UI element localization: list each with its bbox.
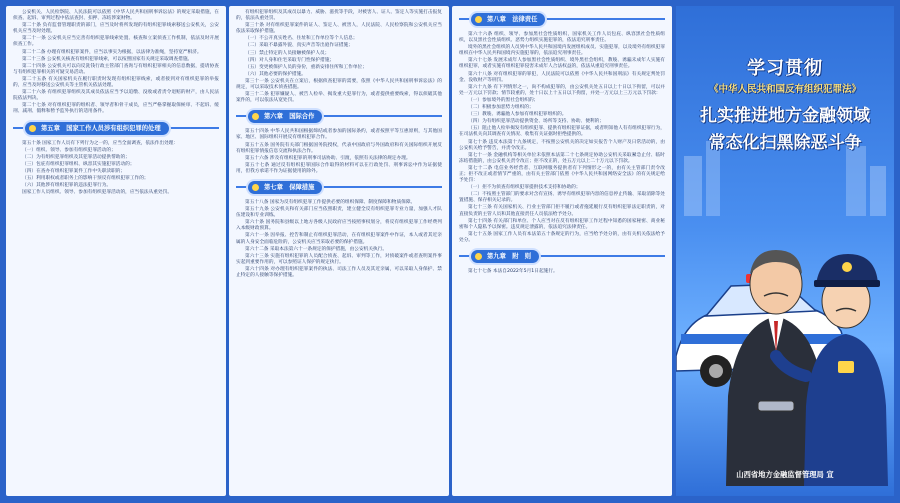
- paragraph: 第五十九条 公安机关和有关部门应当依照职责，建立健全反有组织犯罪专业力量，加强人才队伍建设和专业训练。: [236, 207, 442, 219]
- text-panel-3: [452, 6, 672, 496]
- paragraph: 第二十六条 有组织犯罪组织及其成员依法应当予以追缴、没收或者责令退赔的财产，由人民法院依法判决。: [13, 90, 219, 102]
- paragraph: （四）为有组织犯罪活动提供资金、场所等支持、协助、便利的；: [468, 119, 604, 125]
- paragraph: （六）其他涉有组织犯罪的违法犯罪行为。: [22, 183, 112, 189]
- section-header-chapter-7: [236, 180, 442, 195]
- paragraph: （四）在查办有组织犯罪案件工作中失职渎职的；: [22, 168, 126, 174]
- paragraph: 第七十二条 电信业务经营者、互联网服务提供者有下列情形之一的，由有关主管部门责令改正；拒不改正或者情节严重的，由有关主管部门依照《中华人民共和国网络安全法》的有关规定给予处罚：: [459, 165, 665, 184]
- paragraph: 第七十五条 国家工作人员有本法第五十条规定的行为，应当给予处分的，由有关机关依法给予处分。: [459, 231, 665, 243]
- paragraph: 第六十八条 对有组织犯罪的罪犯，人民法院可以依照《中华人民共和国刑法》有关规定判处罚金、没收财产等刑罚。: [459, 71, 665, 83]
- paragraph: 第六十条 国务院和县级以上地方各级人民政府应当按照事权划分，将反有组织犯罪工作经费列入本级财政预算。: [236, 220, 442, 232]
- panel1-paragraphs-top: [13, 10, 219, 116]
- paragraph: 第六十四条 对办理有组织犯罪案件的执法、司法工作人员及其近亲属，可以采取人身保护、禁止特定的人接触等保护措施。: [236, 266, 442, 278]
- paragraph: 第二十三条 公安机关核查有组织犯罪线索，可以按照国家有关规定采取调查措施。: [22, 56, 193, 62]
- paragraph: （三）教唆、诱骗他人参加有组织犯罪组织的。: [468, 112, 567, 118]
- paragraph: 第二十一条 公安机关应当完善有组织犯罪线索处置、核查和立案侦查工作机制，依法及时开展侦查工作。: [13, 36, 219, 48]
- cover-title-line-2: 《中华人民共和国反有组织犯罪法》: [708, 84, 861, 95]
- paragraph: 公安机关、人民检察院、人民法院可以依照《中华人民共和国刑事诉讼法》的规定采取措施，在侦查、起诉、审判过程中依法查封、扣押、冻结涉案财物。: [13, 10, 219, 22]
- paragraph: 第三十一条 公安机关在立案后，根据侦查犯罪的需要，依照《中华人民共和国刑事诉讼法》的规定，可以采取技术侦查措施。: [236, 78, 442, 91]
- section-header-chapter-5: [13, 121, 219, 136]
- paragraph: 第七十三条 有关国家机关、行业主管部门拒不履行或者拖延履行反有组织犯罪法定职责的，对直接负责的主管人员和其他直接责任人员依法给予处分。: [459, 205, 665, 217]
- panel2-paragraphs-mid: [236, 129, 442, 175]
- paragraph: 第五十五条 国务院有关部门根据国务院授权，代表中国政府与外国政府和有关国际组织开展反有组织犯罪情报信息交流和执法合作。: [236, 142, 442, 154]
- text-panel-2: [229, 6, 449, 496]
- paragraph: （四）对人身和住宅采取专门性保护措施；: [245, 57, 335, 63]
- section-title: 第八章 法律责任: [471, 13, 545, 26]
- paragraph: （一）组织、领导、参加有组织犯罪活动的；: [22, 147, 116, 153]
- cover-title-line-1: 学习贯彻: [747, 58, 823, 79]
- panel2-paragraphs-bottom: [236, 200, 442, 279]
- paragraph: 第五十七条 通过反有组织犯罪国际合作取得的材料可以在行政处罚、刑事诉讼中作为证据使用，但我方承诺不作为证据使用的除外。: [236, 162, 442, 174]
- paragraph: 第二十七条 对有组织犯罪的组织者、领导者和骨干成员，应当严格掌握取保候审、不起诉、缓刑、减刑、假释和暂予监外执行的适用条件。: [13, 103, 219, 115]
- paragraph: 第七十四条 有关部门和单位、个人应当对在反有组织犯罪工作过程中知悉的国家秘密、商业秘密和个人隐私予以保密。违反规定泄露的，依法追究法律责任。: [459, 218, 665, 230]
- section-title: 第五章 国家工作人员涉有组织犯罪的处理: [25, 122, 169, 135]
- paragraph: （五）变更被保护人员的身份，重新安排住所和工作单位；: [245, 64, 367, 70]
- paragraph: 第七十条 违反本法第十九条规定，不按照公安机关的决定如实报告个人财产及日常活动的，由公安机关给予警告，并责令改正。: [459, 139, 665, 151]
- cover-title-line-4: 常态化扫黑除恶斗争: [708, 133, 862, 153]
- paragraph: （六）其他必要的保护措施。: [245, 71, 306, 77]
- police-officer-and-suspect-illustration: [676, 166, 894, 486]
- panel3-paragraphs-bottom: [459, 269, 665, 275]
- paragraph: 第三十条 对有组织犯罪案件的证人、鉴定人、被害人，人民法院、人民检察院和公安机关应当依法采取保护措施。: [236, 23, 442, 35]
- cover-footer-issuer: 山西省地方金融监督管理局 宣: [736, 470, 834, 479]
- paragraph: （五）阻止他人检举揭发有组织犯罪、提供有组织犯罪证据，或者明知他人有有组织犯罪行为，在司法机关向其调查有关情况、收集有关证据时拒绝提供的。: [459, 126, 665, 138]
- section-header-chapter-8: [459, 12, 665, 27]
- paragraph: 第六十九条 有下列情形之一，尚不构成犯罪的，由公安机关处五日以上十日以下拘留，可以并处一万元以下罚款；情节较重的，处十日以上十五日以下拘留，并处一万元以上三万元以下罚款：: [459, 84, 665, 96]
- paragraph: 第七十七条 本法自2022年5月1日起施行。: [468, 269, 558, 274]
- paragraph: （二）采取不暴露外貌、真实声音等出庭作证措施；: [245, 43, 353, 49]
- paragraph: 第六十一条 因举报、控告和制止有组织犯罪活动，在有组织犯罪案件中作证，本人或者其近亲属的人身安全面临危险的，公安机关应当采取必要的保护措施。: [236, 233, 442, 245]
- panel3-paragraphs-top: [459, 32, 665, 244]
- paragraph: 第二十条 负有监督管理职责的部门，应当及时将所发现的有组织犯罪线索移送公安机关，公安机关应当及时处理。: [13, 23, 219, 35]
- section-title: 第七章 保障措施: [248, 181, 322, 194]
- paragraph: 第五十条 国家工作人员有下列行为之一的，应当全面调查，依法作出处理：: [22, 140, 179, 146]
- paragraph: （二）积极参加恶势力组织的；: [468, 105, 534, 111]
- paragraph: （五）利用职权或者职务上的影响干预反有组织犯罪工作的；: [22, 175, 149, 181]
- paragraph: 有组织犯罪组织及其成员以暴力、威胁、滋扰等手段，对被害人、证人、鉴定人等实施打击报复的，依法从重处罚。: [236, 10, 442, 22]
- paragraph: 第六十六条 组织、领导、参加黑社会性质组织，国家机关工作人员包庇、纵容黑社会性质组织，以及黑社会性质组织、恶势力组织实施犯罪的，依法追究刑事责任。: [459, 32, 665, 44]
- paragraph: （一）参加境外的黑社会组织的；: [468, 97, 539, 103]
- paragraph: （一）拒不为侦查有组织犯罪提供技术支持和协助的；: [468, 185, 581, 191]
- paragraph: 第二十五条 有关国家机关在履行职责时发现有组织犯罪线索，或者接到对有组织犯罪的举报的，应当及时移送公安机关等主管机关依法处理。: [13, 76, 219, 89]
- section-title: 第六章 国际合作: [248, 110, 322, 123]
- paragraph: （三）禁止特定的人员接触被保护人员；: [245, 50, 330, 56]
- panel1-paragraphs-bottom: [13, 141, 219, 197]
- paragraph: 国家工作人员组织、领导、参加有组织犯罪活动的，应当依法从重处罚。: [22, 190, 173, 196]
- paragraph: 境外的黑社会组织的人员到中华人民共和国境内发展组织成员、实施犯罪，以及境外有组织犯罪组织在中华人民共和国境内实施犯罪的，依法追究刑事责任。: [459, 45, 665, 57]
- cover-panel: [676, 6, 894, 496]
- section-title: 第九章 附 则: [471, 250, 539, 263]
- paragraph: 第三十二条 犯罪嫌疑人、被告人检举、揭发重大犯罪行为，或者提供重要线索，得以侦破其他案件的，可以依法从宽处罚。: [236, 92, 442, 104]
- paragraph: 第六十二条 采取本法第六十一条规定的保护措施，由公安机关执行。: [245, 246, 388, 252]
- paragraph: （三）包庇有组织犯罪组织、纵容其实施犯罪活动的；: [22, 161, 135, 167]
- section-header-chapter-9: [459, 249, 665, 264]
- text-panel-1: [6, 6, 226, 496]
- paragraph: 第五十四条 中华人民共和国根据缔结或者参加的国际条约，或者按照平等互惠原则，与其他国家、地区、国际组织开展反有组织犯罪合作。: [236, 129, 442, 141]
- panel2-paragraphs-top: [236, 10, 442, 104]
- paragraph: 第六十七条 发展未成年人参加黑社会性质组织、境外黑社会组织，教唆、诱骗未成年人实施有组织犯罪，或者实施有组织犯罪侵害未成年人合法权益的，依法从重追究刑事责任。: [459, 58, 665, 70]
- paragraph: 第二十二条 办理有组织犯罪案件，应当以事实为根据，以法律为准绳，坚持宽严相济。: [22, 49, 202, 55]
- paragraph: 第二十四条 公安机关可以向反洗钱行政主管部门查询与有组织犯罪相关的信息数据，提请协查与有组织犯罪相关的可疑交易活动。: [13, 63, 219, 75]
- paragraph: 第六十三条 实施有组织犯罪的人员配合侦查、起诉、审判等工作，对侦破案件或者查明案件事实起到重要作用的，可以参照证人保护的规定执行。: [236, 253, 442, 265]
- cover-title-line-3: 扎实推进地方金融领域: [700, 106, 870, 126]
- paragraph: （一）不公开真实姓名、住址和工作单位等个人信息；: [245, 36, 358, 42]
- paragraph: （二）为有组织犯罪组织及其犯罪活动提供帮助的；: [22, 154, 130, 160]
- paragraph: 第五十六条 涉及有组织犯罪的刑事司法协助、引渡，依照有关法律的规定办理。: [245, 155, 411, 161]
- section-header-chapter-6: [236, 109, 442, 124]
- paragraph: 第五十八条 国家为反有组织犯罪工作提供必要的组织保障、制度保障和物质保障。: [245, 199, 416, 205]
- paragraph: （二）不按照主管部门的要求对含有宣扬、诱导有组织犯罪内容的信息停止传输、采取消除等处置措施、保存相关记录的。: [459, 192, 665, 204]
- paragraph: 第七十一条 金融机构等相关单位未依照本法第二十七条规定协助公安机关采取紧急止付、临时冻结措施的，由公安机关责令改正；拒不改正的，处五万元以上二十万元以下罚款。: [459, 152, 665, 164]
